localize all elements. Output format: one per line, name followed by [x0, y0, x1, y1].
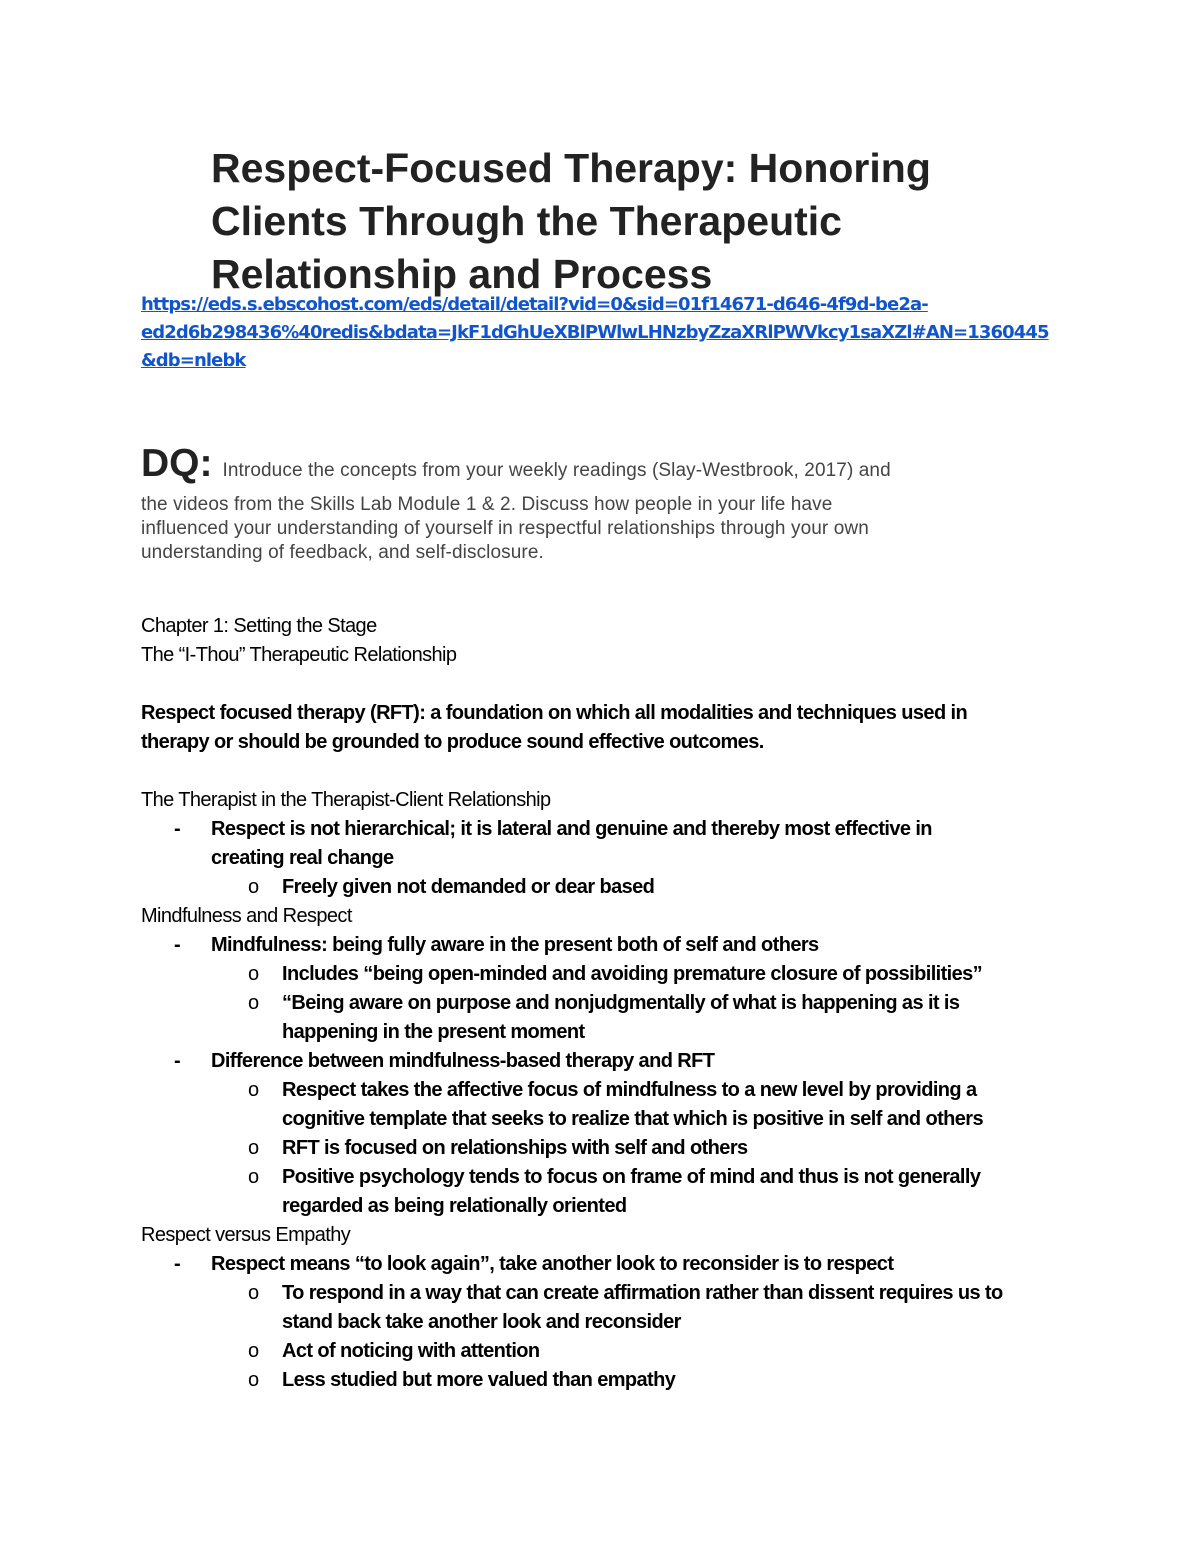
sub-list-item-continued: stand back take another look and reconsider	[282, 1311, 681, 1333]
circle-bullet: o	[248, 1282, 259, 1304]
section-heading: Mindfulness and Respect	[141, 905, 352, 927]
title-line: Respect-Focused Therapy: Honoring	[211, 145, 931, 191]
circle-bullet: o	[248, 1340, 259, 1362]
source-link-line[interactable]: https://eds.s.ebscohost.com/eds/detail/detail?vid=0&sid=01f14671-d646-4f9d-be2a-	[141, 294, 928, 315]
source-link-line[interactable]: ed2d6b298436%40redis&bdata=JkF1dGhUeXBlPWlwLHNzbyZzaXRlPWVkcy1saXZl#AN=1360445	[141, 322, 1049, 343]
section-heading: Respect versus Empathy	[141, 1224, 351, 1246]
dq-text: Introduce the concepts from your weekly readings (Slay-Westbrook, 2017) and	[222, 460, 891, 481]
dq-line: understanding of feedback, and self-disclosure.	[141, 542, 544, 563]
dash-bullet: -	[174, 934, 181, 956]
list-item	[141, 1250, 1081, 1279]
sub-list-item	[141, 1134, 1081, 1163]
sub-list-item-text: Less studied but more valued than empathy	[282, 1369, 676, 1391]
list-item-text: Respect means “to look again”, take another look to reconsider is to respect	[211, 1253, 894, 1275]
dash-bullet: -	[174, 818, 181, 840]
circle-bullet: o	[248, 1079, 259, 1101]
sub-list-item	[141, 1366, 1081, 1395]
sub-list-item	[141, 960, 1081, 989]
sub-list-item-text: Act of noticing with attention	[282, 1340, 540, 1362]
list-item-continued: creating real change	[211, 847, 394, 869]
chapter-heading: Chapter 1: Setting the Stage	[141, 615, 377, 637]
sub-list-item-text: Includes “being open-minded and avoiding premature closure of possibilities”	[282, 963, 983, 985]
circle-bullet: o	[248, 1137, 259, 1159]
spacer	[141, 757, 1081, 786]
list-item-text: Respect is not hierarchical; it is lateral and genuine and thereby most effective in	[211, 818, 932, 840]
dash-bullet: -	[174, 1253, 181, 1275]
list-item-text: Difference between mindfulness-based therapy and RFT	[211, 1050, 715, 1072]
chapter-notes	[141, 612, 1081, 1395]
source-link[interactable]	[141, 291, 1071, 375]
list-item	[141, 1047, 1081, 1076]
sub-list-item	[141, 1163, 1081, 1192]
circle-bullet: o	[248, 963, 259, 985]
list-item-text: Mindfulness: being fully aware in the present both of self and others	[211, 934, 819, 956]
sub-list-item-text: Freely given not demanded or dear based	[282, 876, 655, 898]
source-link-line[interactable]: &db=nlebk	[141, 350, 246, 371]
sub-list-item	[141, 1337, 1081, 1366]
rft-definition-line: Respect focused therapy (RFT): a foundation on which all modalities and techniques used in	[141, 702, 968, 724]
title-line: Clients Through the Therapeutic	[211, 198, 842, 244]
section-heading: The Therapist in the Therapist-Client Relationship	[141, 789, 551, 811]
sub-list-item-text: Respect takes the affective focus of mindfulness to a new level by providing a	[282, 1079, 977, 1101]
dq-line	[141, 442, 1081, 493]
discussion-question	[141, 442, 1081, 565]
list-item	[141, 931, 1081, 960]
dash-bullet: -	[174, 1050, 181, 1072]
dq-line: influenced your understanding of yourself in respectful relationships through your own	[141, 518, 869, 539]
list-item	[141, 815, 1081, 844]
circle-bullet: o	[248, 992, 259, 1014]
circle-bullet: o	[248, 876, 259, 898]
sub-list-item-text: Positive psychology tends to focus on frame of mind and thus is not generally	[282, 1166, 981, 1188]
sub-list-item	[141, 1076, 1081, 1105]
sub-list-item-text: RFT is focused on relationships with self and others	[282, 1137, 748, 1159]
sub-list-item-text: “Being aware on purpose and nonjudgmentally of what is happening as it is	[282, 992, 960, 1014]
page-title	[211, 142, 1111, 301]
sub-list-item	[141, 1279, 1081, 1308]
sub-list-item-continued: regarded as being relationally oriented	[282, 1195, 627, 1217]
circle-bullet: o	[248, 1166, 259, 1188]
circle-bullet: o	[248, 1369, 259, 1391]
sub-list-item-continued: happening in the present moment	[282, 1021, 585, 1043]
sub-list-item-continued: cognitive template that seeks to realize that which is positive in self and others	[282, 1108, 983, 1130]
sub-list-item	[141, 989, 1081, 1018]
section-subtitle: The “I-Thou” Therapeutic Relationship	[141, 644, 457, 666]
sub-list-item-text: To respond in a way that can create affirmation rather than dissent requires us to	[282, 1282, 1003, 1304]
dq-label: DQ:	[141, 442, 213, 485]
spacer	[141, 670, 1081, 699]
dq-line: the videos from the Skills Lab Module 1 & 2. Discuss how people in your life have	[141, 494, 833, 515]
rft-definition-line: therapy or should be grounded to produce sound effective outcomes.	[141, 731, 764, 753]
sub-list-item	[141, 873, 1081, 902]
title-line: Relationship and Process	[211, 251, 713, 297]
